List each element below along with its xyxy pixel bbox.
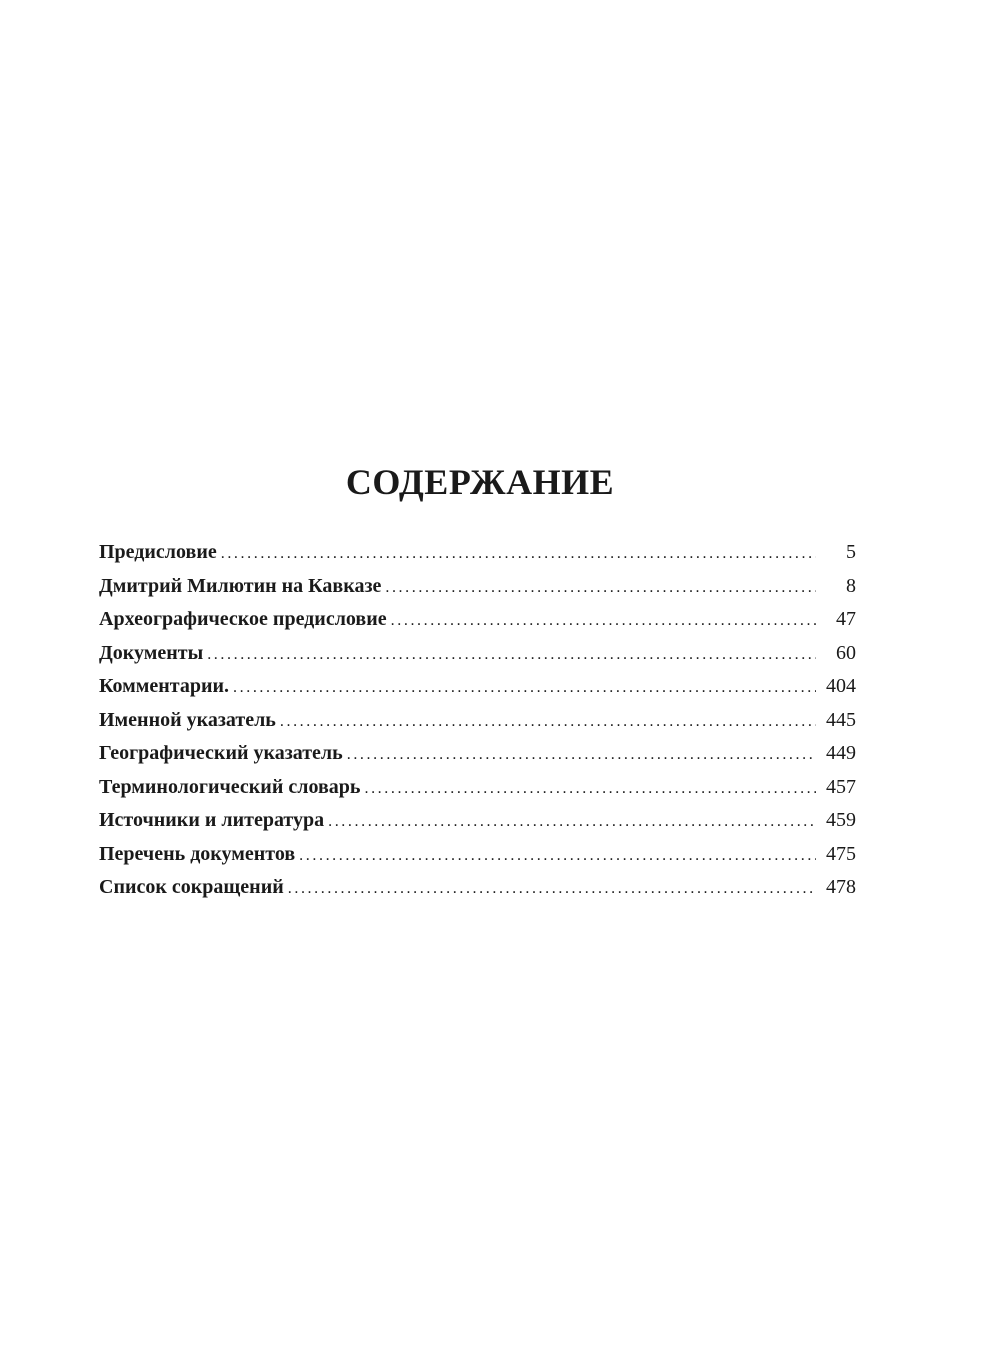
- toc-entry-label: Источники и литература: [99, 809, 325, 831]
- toc-entry-label: Предисловие: [99, 541, 217, 563]
- toc-entry-page: 475: [826, 842, 856, 865]
- dot-leader: [233, 671, 816, 705]
- toc-entry-page: 457: [826, 775, 856, 798]
- toc-entry-label: Перечень документов: [99, 842, 296, 865]
- toc-entry: [99, 771, 856, 805]
- toc-entry-label: Дмитрий Милютин на Кавказе: [99, 574, 382, 597]
- toc-entry: [99, 637, 856, 671]
- toc-entry-page: 47: [836, 608, 856, 630]
- toc-entry-label: Географический указатель: [99, 742, 343, 764]
- toc-entry: [99, 838, 856, 872]
- dot-leader: [328, 805, 816, 839]
- dot-leader: [385, 571, 816, 605]
- toc-entry: [99, 536, 856, 570]
- table-of-contents: [99, 536, 856, 905]
- toc-entry-page: 60: [836, 641, 856, 664]
- toc-entry-label: Список сокращений: [99, 876, 284, 898]
- page-title: СОДЕРЖАНИЕ: [345, 462, 615, 502]
- dot-leader: [391, 604, 816, 638]
- toc-entry-page: 404: [826, 675, 856, 697]
- dot-leader: [288, 872, 816, 906]
- toc-entry: [99, 570, 856, 604]
- toc-entry: [99, 704, 856, 738]
- dot-leader: [207, 638, 816, 672]
- toc-entry: [99, 603, 856, 637]
- toc-entry-label: Археографическое предисловие: [99, 608, 387, 630]
- toc-entry-page: 445: [826, 708, 856, 731]
- toc-entry-page: 5: [846, 541, 856, 563]
- toc-entry-page: 459: [826, 809, 856, 831]
- toc-entry: [99, 737, 856, 771]
- dot-leader: [221, 537, 816, 571]
- toc-entry-page: 8: [846, 574, 856, 597]
- dot-leader: [347, 738, 816, 772]
- toc-entry: [99, 871, 856, 905]
- toc-entry-label: Именной указатель: [99, 708, 276, 731]
- dot-leader: [364, 772, 816, 806]
- toc-entry-label: Комментарии.: [99, 675, 230, 697]
- toc-entry: [99, 804, 856, 838]
- toc-entry-page: 478: [826, 876, 856, 898]
- dot-leader: [299, 839, 816, 873]
- dot-leader: [280, 705, 816, 739]
- toc-entry: [99, 670, 856, 704]
- toc-entry-label: Терминологический словарь: [99, 775, 361, 798]
- toc-entry-page: 449: [826, 742, 856, 764]
- toc-entry-label: Документы: [99, 641, 204, 664]
